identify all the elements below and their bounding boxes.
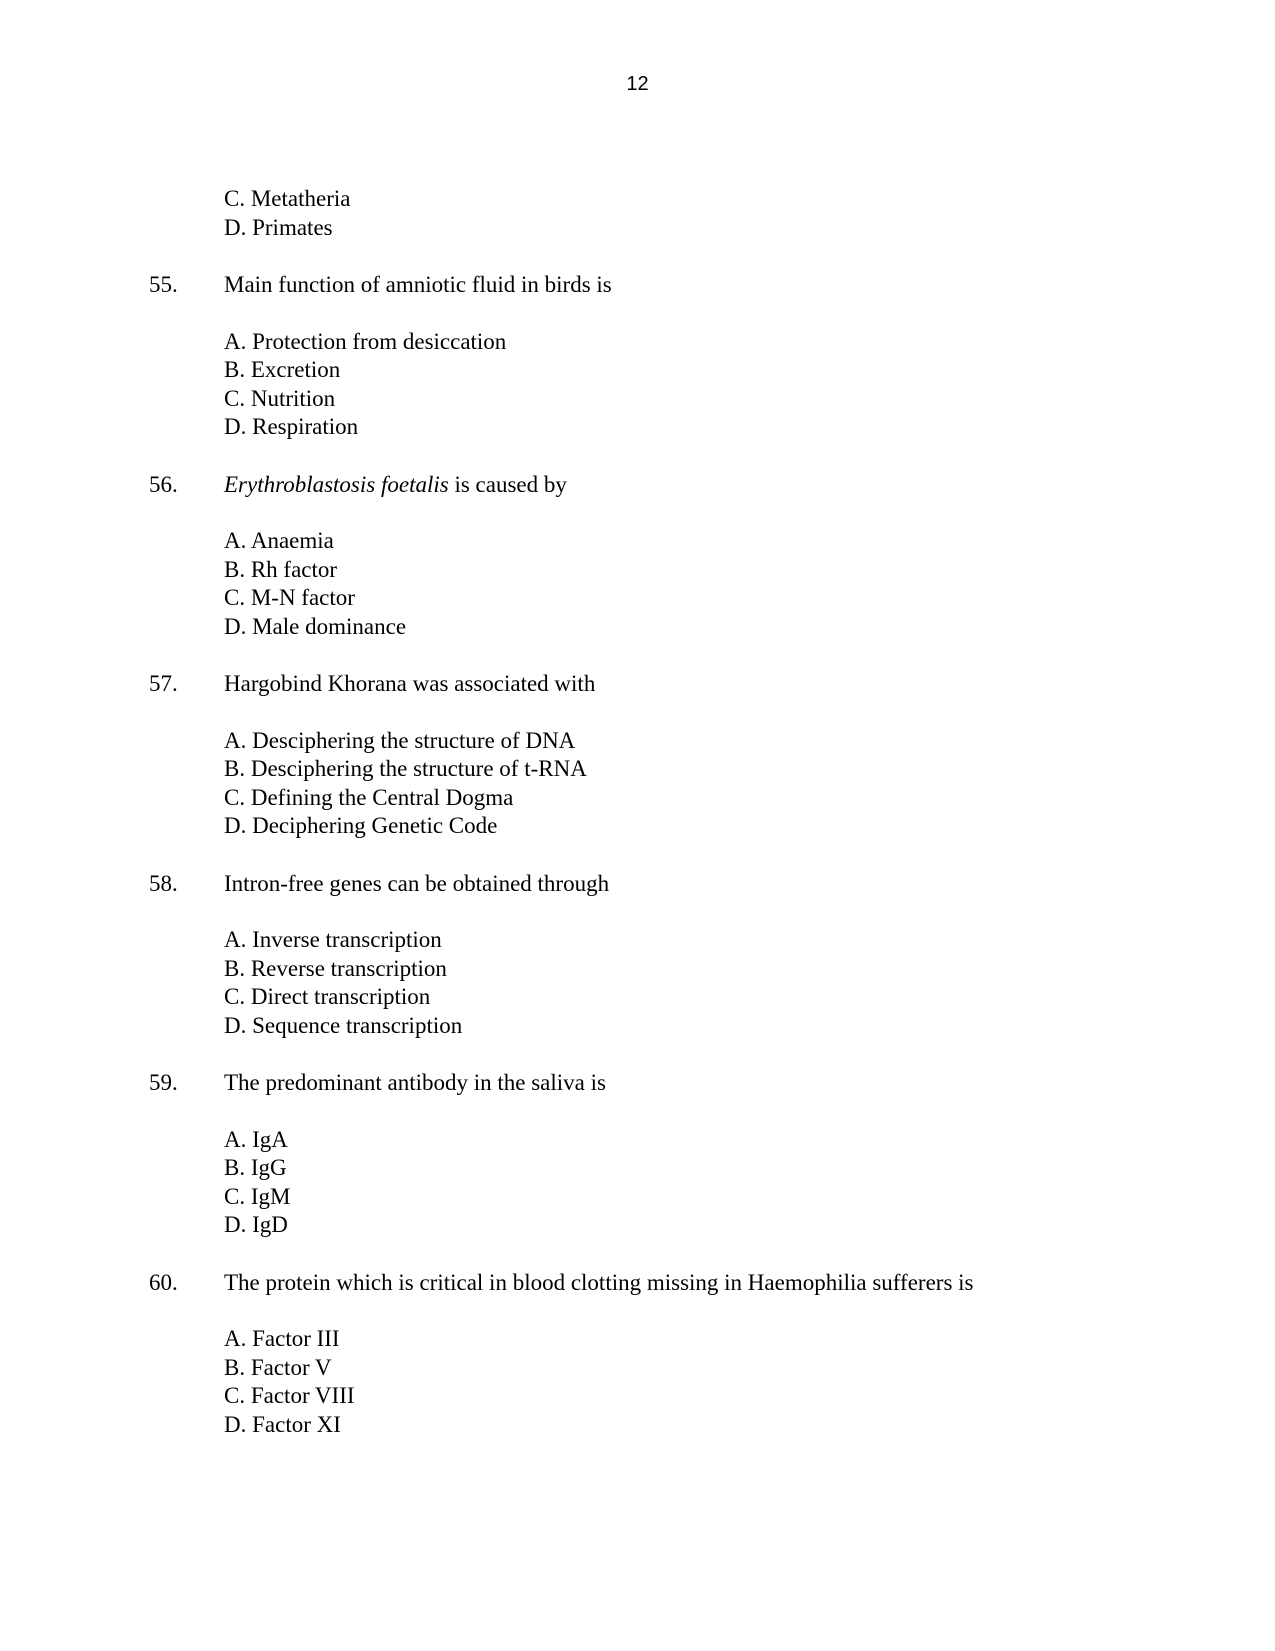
question-text: Intron-free genes can be obtained through xyxy=(224,870,610,896)
question-number: 58. xyxy=(149,870,178,896)
question-59 xyxy=(0,1069,1275,1240)
option-c: C. Direct transcription xyxy=(224,984,431,1009)
option-d: D. Respiration xyxy=(224,414,359,439)
option-c: C. Factor VIII xyxy=(224,1383,355,1408)
option-b: B. Excretion xyxy=(224,357,341,382)
option-a: A. Desciphering the structure of DNA xyxy=(224,727,576,753)
question-number: 56. xyxy=(149,471,178,497)
question-56 xyxy=(0,471,1275,642)
page-number: 12 xyxy=(626,73,649,95)
question-60 xyxy=(0,1269,1275,1440)
question-text-rest: is caused by xyxy=(448,471,567,497)
question-text: Main function of amniotic fluid in birds is xyxy=(224,272,612,297)
question-text-italic: Erythroblastosis foetalis xyxy=(224,471,449,497)
option-a: A. Protection from desiccation xyxy=(224,328,507,354)
question-number: 57. xyxy=(149,671,178,696)
option-c: C. Metatheria xyxy=(224,186,351,211)
question-58 xyxy=(0,870,1275,1041)
question-number: 60. xyxy=(149,1269,178,1295)
question-text: Hargobind Khorana was associated with xyxy=(224,671,596,696)
option-a: A. Anaemia xyxy=(224,528,334,553)
option-b: B. Factor V xyxy=(224,1354,332,1380)
option-b: B. IgG xyxy=(224,1155,287,1180)
question-text: The protein which is critical in blood clotting missing in Haemophilia sufferers is xyxy=(224,1269,974,1295)
option-a: A. Factor III xyxy=(224,1326,340,1351)
option-a: A. Inverse transcription xyxy=(224,927,442,952)
question-57 xyxy=(0,670,1275,841)
option-a: A. IgA xyxy=(224,1126,288,1152)
carryover-options xyxy=(0,185,1275,242)
options-list xyxy=(0,527,1275,641)
option-d: D. Deciphering Genetic Code xyxy=(224,813,498,838)
option-c: C. Defining the Central Dogma xyxy=(224,784,514,810)
option-b: B. Desciphering the structure of t-RNA xyxy=(224,756,587,781)
options-list xyxy=(0,727,1275,841)
option-c: C. M-N factor xyxy=(224,585,355,610)
option-d: D. Factor XI xyxy=(224,1411,341,1437)
option-d: D. Sequence transcription xyxy=(224,1012,463,1038)
question-55 xyxy=(0,271,1275,442)
options-list xyxy=(0,1126,1275,1240)
option-d: D. IgD xyxy=(224,1212,288,1237)
option-d: D. Male dominance xyxy=(224,613,407,639)
option-d: D. Primates xyxy=(224,214,333,240)
question-number: 55. xyxy=(149,272,178,297)
options-list xyxy=(0,328,1275,442)
options-list xyxy=(0,926,1275,1040)
options-list xyxy=(0,1325,1275,1439)
option-c: C. Nutrition xyxy=(224,385,336,411)
option-b: B. Rh factor xyxy=(224,556,338,582)
option-c: C. IgM xyxy=(224,1183,291,1209)
question-text: The predominant antibody in the saliva is xyxy=(224,1070,606,1095)
question-list xyxy=(0,185,1275,1439)
question-text xyxy=(224,471,567,500)
option-b: B. Reverse transcription xyxy=(224,955,447,981)
question-number: 59. xyxy=(149,1070,178,1095)
